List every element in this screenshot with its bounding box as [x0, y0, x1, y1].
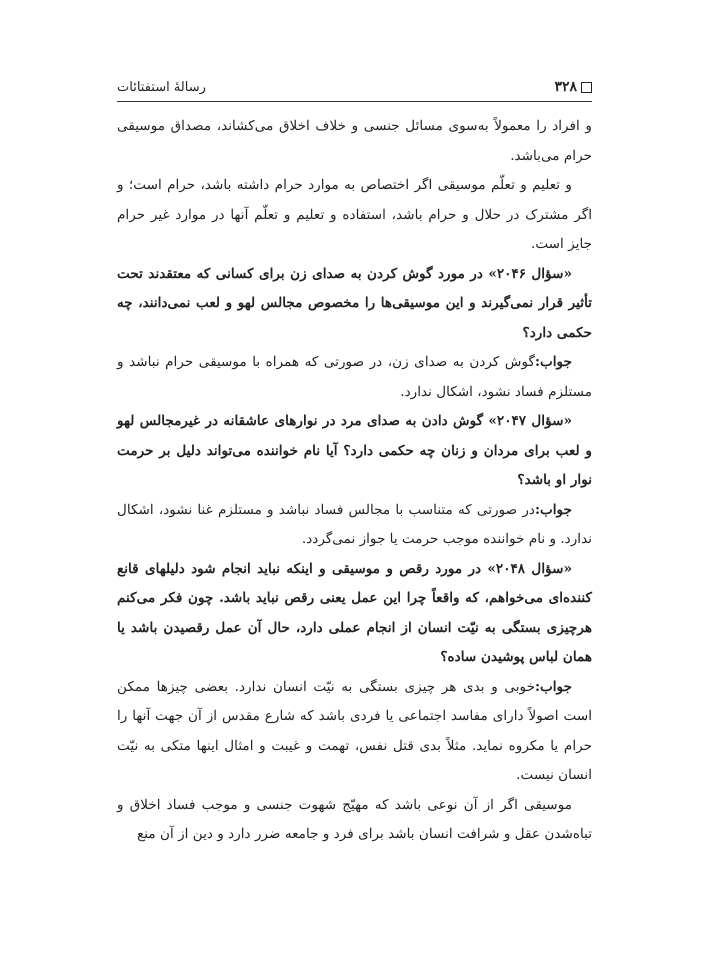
page-number-block — [554, 79, 592, 95]
question-paragraph — [117, 260, 592, 349]
paragraph-text: و تعلیم و تعلّم موسیقی اگر اختصاص به موارد حرام داشته باشد، حرام است؛ و اگر مشترک در حلال و حرام باشد، استفاده و تعلیم و تعلّم آنها در موارد غیر حرام جایز است. — [117, 177, 592, 252]
question-label: «سؤال ۲۰۴۷» — [488, 413, 572, 429]
page-number: ۳۲۸ — [554, 79, 577, 95]
square-marker-icon — [581, 82, 592, 93]
question-text: در مورد گوش کردن به صدای زن برای کسانی که معتقدند تحت تأثیر قرار نمی‌گیرند و این موسیقی‌ها را مخصوص مجالس لهو و لعب نمی‌دانند، چه حکمی دارد؟ — [117, 265, 592, 341]
page-body — [117, 112, 592, 850]
answer-label: جواب: — [534, 501, 572, 518]
body-paragraph — [117, 112, 592, 171]
answer-paragraph — [117, 348, 592, 407]
answer-label: جواب: — [534, 354, 572, 370]
answer-text: در صورتی که متناسب با مجالس فساد نباشد و مستلزم غنا نشود، اشکال ندارد. و نام خواننده موجب حرمت یا جواز نمی‌گردد. — [117, 501, 592, 547]
page-header — [117, 76, 592, 98]
answer-text: گوش کردن به صدای زن، در صورتی که همراه با موسیقی حرام نباشد و مستلزم فساد نشود، اشکال ندارد. — [117, 354, 592, 400]
answer-label: جواب: — [534, 678, 572, 695]
header-divider — [117, 101, 592, 102]
answer-text: خوبی و بدی هر چیزی بستگی به نیّت انسان ندارد. بعضی چیزها ممکن است اصولاً دارای مفاسد اجتماعی یا فردی باشد که شارع مقدس از آن جهت آنها را حرام یا مکروه نماید. مثلاً بدی قتل نفس، تهمت و غیبت و امثال اینها متکی به نیّت انسان نیست. — [117, 678, 592, 783]
running-title: رسالهٔ استفتائات — [117, 79, 206, 95]
body-paragraph — [117, 171, 592, 260]
question-label: «سؤال ۲۰۴۸» — [487, 560, 572, 577]
answer-paragraph — [117, 673, 592, 791]
paragraph-text: و افراد را معمولاً به‌سوی مسائل جنسی و خلاف اخلاق می‌کشاند، مصداق موسیقی حرام می‌باشد. — [117, 118, 592, 164]
question-text: در مورد رقص و موسیقی و اینکه نباید انجام شود دلیلهای قانع کننده‌ای می‌خواهم، که واقعاً چرا این عمل یعنی رقص نباید باشد. چون فکر می‌کنم هرچیزی بستگی به نیّت انسان از انجام عملی دارد، حال آن عمل رقصیدن باشد یا همان لباس پوشیدن ساده؟ — [117, 560, 592, 665]
body-paragraph — [117, 791, 592, 850]
question-label: «سؤال ۲۰۴۶» — [488, 265, 572, 282]
paragraph-text: موسیقی اگر از آن نوعی باشد که مهیّج شهوت جنسی و موجب فساد اخلاق و تباه‌شدن عقل و شرافت انسان باشد برای فرد و جامعه ضرر دارد و دین از آن منع — [117, 796, 592, 842]
question-text: گوش دادن به صدای مرد در نوارهای عاشقانه در غیرمجالس لهو و لعب برای مردان و زنان چه حکمی دارد؟ آیا نام خواننده می‌تواند دلیل بر حرمت نوار او باشد؟ — [117, 413, 592, 488]
question-paragraph — [117, 407, 592, 496]
question-paragraph — [117, 555, 592, 673]
answer-paragraph — [117, 496, 592, 555]
